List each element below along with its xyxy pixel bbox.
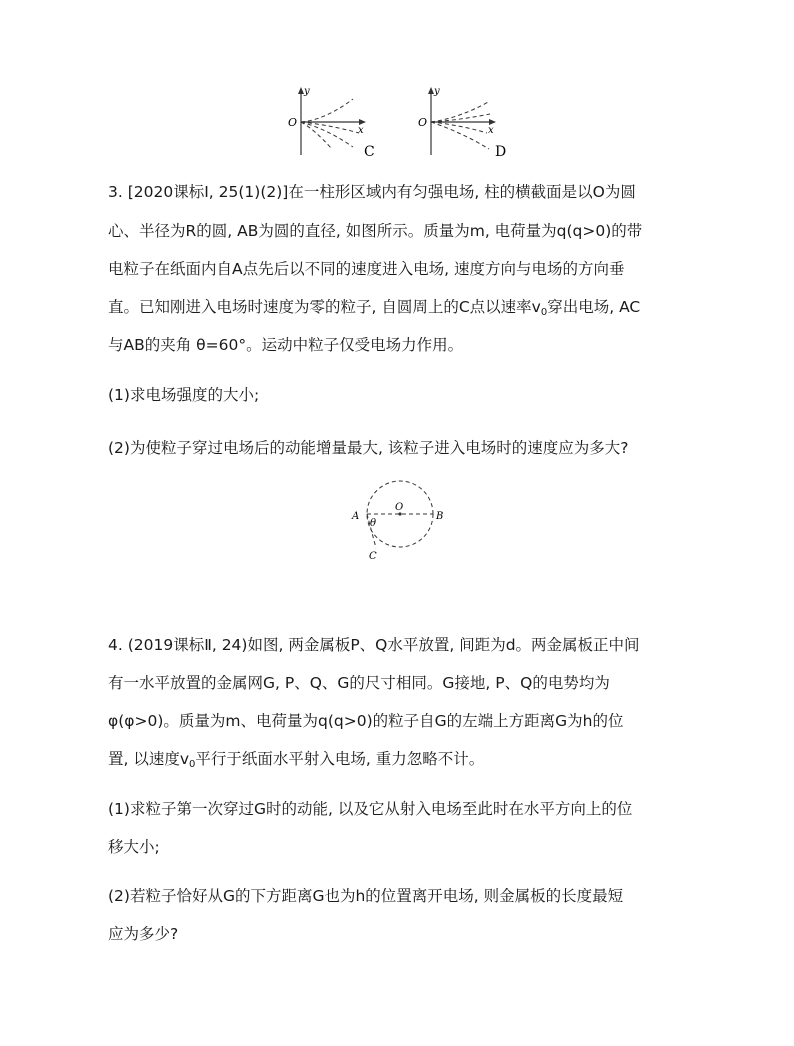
circle-diagram <box>345 475 455 565</box>
y-axis-label: y <box>434 86 440 97</box>
q4-part-1-line-2: 移大小; <box>108 838 160 856</box>
x-axis-label: x <box>488 125 494 136</box>
q3-line-3: 电粒子在纸面内自A点先后以不同的速度进入电场, 速度方向与电场的方向垂 <box>108 260 625 278</box>
q4-part-1-line-1: (1)求粒子第一次穿过G时的动能, 以及它从射入电场至此时在水平方向上的位 <box>108 800 633 818</box>
q4-line-1: 4. (2019课标Ⅱ, 24)如图, 两金属板P、Q水平放置, 间距为d。两金属板正中间 <box>108 636 640 654</box>
point-o-label: O <box>395 502 404 513</box>
point-b-label: B <box>436 511 444 522</box>
q4-line-4 <box>108 747 484 770</box>
graph-option-d <box>415 85 515 160</box>
q3-line-2: 心、半径为R的圆, AB为圆的直径, 如图所示。质量为m, 电荷量为q(q>0)的带 <box>108 222 643 240</box>
graph-option-c <box>285 85 380 160</box>
origin-label: O <box>288 116 298 129</box>
q3-line-4-text: 直。已知刚进入电场时速度为零的粒子, 自圆周上的C点以速率v <box>108 298 541 316</box>
q3-part-1: (1)求电场强度的大小; <box>108 386 260 404</box>
q3-part-2: (2)为使粒子穿过电场后的动能增量最大, 该粒子进入电场时的速度应为多大? <box>108 439 629 457</box>
origin-label: O <box>418 116 428 129</box>
q4-line-2: 有一水平放置的金属网G, P、Q、G的尺寸相同。G接地, P、Q的电势均为 <box>108 674 610 692</box>
point-a-label: A <box>352 511 360 522</box>
option-d-label: D <box>495 144 507 160</box>
q4-line-3: φ(φ>0)。质量为m、电荷量为q(q>0)的粒子自G的左端上方距离G为h的位 <box>108 712 624 730</box>
q3-line-4-rest: 穿出电场, AC <box>547 298 641 316</box>
theta-label: θ <box>370 518 377 529</box>
x-axis-label: x <box>358 125 364 136</box>
v0-subscript: 0 <box>189 759 196 770</box>
y-axis-label: y <box>304 86 310 97</box>
option-c-label: C <box>364 144 375 160</box>
q3-line-4 <box>108 295 640 318</box>
q4-part-2-line-1: (2)若粒子恰好从G的下方距离G也为h的位置离开电场, 则金属板的长度最短 <box>108 887 624 905</box>
q3-line-1: 3. [2020课标Ⅰ, 25(1)(2)]在一柱形区域内有匀强电场, 柱的横截面是以O为圆 <box>108 183 636 201</box>
q4-line-4-text: 置, 以速度v <box>108 750 190 768</box>
q3-line-5: 与AB的夹角 θ=60°。运动中粒子仅受电场力作用。 <box>108 336 464 354</box>
q4-part-2-line-2: 应为多少? <box>108 925 179 943</box>
v0-subscript: 0 <box>540 307 548 318</box>
q4-line-4-rest: 平行于纸面水平射入电场, 重力忽略不计。 <box>195 750 485 768</box>
point-c-label: C <box>369 551 377 562</box>
